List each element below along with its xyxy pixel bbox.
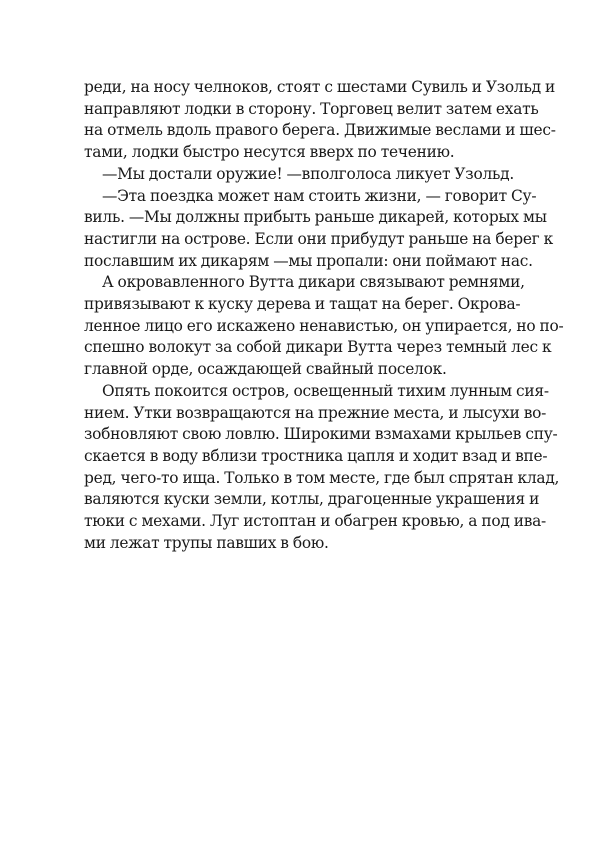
text-line: главной орде, осаждающей свайный поселок. (84, 360, 447, 379)
text-line: зобновляют свою ловлю. Широкими взмахами крыльев спу- (84, 425, 558, 444)
body-text (84, 77, 564, 554)
text-line: реди, на носу челноков, стоят с шестами Сувиль и Узольд и (84, 78, 555, 96)
paragraph-first-line: А окровавленного Вутта дикари связывают ремнями, (102, 273, 525, 292)
paragraph-first-line: —Эта поездка может нам стоить жизни, — говорит Су- (102, 186, 537, 205)
text-line: ред, чего-то ища. Только в том месте, где был спрятан клад, (84, 468, 560, 487)
text-line: спешно волокут за собой дикари Вутта через темный лес к (84, 338, 552, 357)
paragraph-first-line: Опять покоится остров, освещенный тихим лунным сия- (102, 381, 549, 400)
text-line: ми лежат трупы павших в бою. (84, 533, 329, 552)
text-line: ленное лицо его искажено ненавистью, он упирается, но по- (84, 316, 564, 335)
text-line: нием. Утки возвращаются на прежние места, и лысухи во- (84, 403, 547, 422)
text-line: настигли на острове. Если они прибудут раньше на берег к (84, 229, 554, 248)
text-line: виль. —Мы должны прибыть раньше дикарей, которых мы (84, 208, 547, 227)
text-line: тами, лодки быстро несутся вверх по течению. (84, 143, 455, 162)
text-line: тюки с мехами. Луг истоптан и обагрен кровью, а под ива- (84, 512, 547, 531)
text-line: пославшим их дикарям —мы пропали: они поймают нас. (84, 251, 533, 270)
text-line: привязывают к куску дерева и тащат на берег. Окрова- (84, 295, 521, 314)
text-line: направляют лодки в сторону. Торговец велит затем ехать (84, 99, 539, 118)
text-line: валяются куски земли, котлы, драгоценные украшения и (84, 490, 540, 509)
paragraph-first-line: —Мы достали оружие! —вполголоса ликует Узольд. (102, 164, 514, 183)
text-line: на отмель вдоль правого берега. Движимые веслами и шес- (84, 121, 556, 140)
text-line: скается в воду вблизи тростника цапля и ходит взад и впе- (84, 446, 548, 465)
